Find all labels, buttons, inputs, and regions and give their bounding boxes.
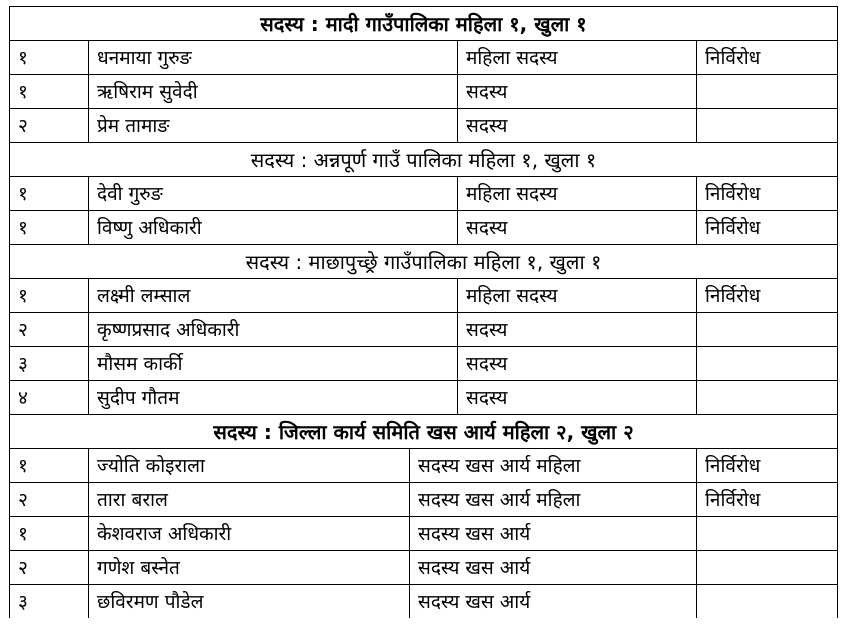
candidate-name: प्रेम तामाङ xyxy=(89,109,458,143)
table-row xyxy=(10,585,838,619)
election-results-table xyxy=(9,6,838,618)
post-name: सदस्य खस आर्य xyxy=(410,551,697,585)
serial-number: १ xyxy=(10,41,89,75)
status-cell: निर्विरोध xyxy=(697,279,838,313)
post-name: सदस्य खस आर्य xyxy=(410,517,697,551)
status-cell xyxy=(697,313,838,347)
serial-number: ३ xyxy=(10,585,89,619)
candidate-name: विष्णु अधिकारी xyxy=(89,211,458,245)
status-cell xyxy=(697,517,838,551)
post-name: महिला सदस्य xyxy=(458,177,697,211)
table-row xyxy=(10,347,838,381)
table-row xyxy=(10,109,838,143)
table-row xyxy=(10,41,838,75)
serial-number: १ xyxy=(10,517,89,551)
table-row xyxy=(10,381,838,415)
status-cell: निर्विरोध xyxy=(697,177,838,211)
candidate-name: छविरमण पौडेल xyxy=(89,585,410,619)
serial-number: २ xyxy=(10,313,89,347)
candidate-name: कृष्णप्रसाद अधिकारी xyxy=(89,313,458,347)
status-cell xyxy=(697,347,838,381)
candidate-name: केशवराज अधिकारी xyxy=(89,517,410,551)
table-row xyxy=(10,211,838,245)
status-cell xyxy=(697,585,838,619)
serial-number: १ xyxy=(10,177,89,211)
post-name: सदस्य खस आर्य महिला xyxy=(410,483,697,517)
status-cell xyxy=(697,75,838,109)
serial-number: ४ xyxy=(10,381,89,415)
post-name: महिला सदस्य xyxy=(458,279,697,313)
serial-number: २ xyxy=(10,483,89,517)
serial-number: १ xyxy=(10,211,89,245)
post-name: सदस्य खस आर्य महिला xyxy=(410,449,697,483)
post-name: सदस्य खस आर्य xyxy=(410,585,697,619)
candidate-name: गणेश बस्नेत xyxy=(89,551,410,585)
section-header xyxy=(10,245,838,279)
status-cell xyxy=(697,551,838,585)
serial-number: २ xyxy=(10,109,89,143)
section-header xyxy=(10,415,838,449)
section-title: सदस्य : मादी गाउँपालिका महिला १, खुला १ xyxy=(10,7,838,41)
section-title: सदस्य : माछापुच्छ्रे गाउँपालिका महिला १, खुला १ xyxy=(10,245,838,279)
table-row xyxy=(10,279,838,313)
status-cell: निर्विरोध xyxy=(697,449,838,483)
status-cell xyxy=(697,109,838,143)
results-body xyxy=(10,7,838,619)
table-row xyxy=(10,551,838,585)
candidate-name: धनमाया गुरुङ xyxy=(89,41,458,75)
status-cell: निर्विरोध xyxy=(697,483,838,517)
post-name: महिला सदस्य xyxy=(458,41,697,75)
serial-number: १ xyxy=(10,75,89,109)
section-header xyxy=(10,143,838,177)
candidate-name: मौसम कार्की xyxy=(89,347,458,381)
table-row xyxy=(10,483,838,517)
status-cell: निर्विरोध xyxy=(697,211,838,245)
section-title: सदस्य : जिल्ला कार्य समिति खस आर्य महिला २, खुला २ xyxy=(10,415,838,449)
candidate-name: लक्ष्मी लम्साल xyxy=(89,279,458,313)
table-row xyxy=(10,449,838,483)
table-row xyxy=(10,313,838,347)
post-name: सदस्य xyxy=(458,211,697,245)
table-row xyxy=(10,517,838,551)
serial-number: १ xyxy=(10,279,89,313)
post-name: सदस्य xyxy=(458,313,697,347)
section-title: सदस्य : अन्नपूर्ण गाउँ पालिका महिला १, खुला १ xyxy=(10,143,838,177)
serial-number: २ xyxy=(10,551,89,585)
candidate-name: देवी गुरुङ xyxy=(89,177,458,211)
candidate-name: ज्योति कोइराला xyxy=(89,449,410,483)
post-name: सदस्य xyxy=(458,109,697,143)
candidate-name: सुदीप गौतम xyxy=(89,381,458,415)
serial-number: १ xyxy=(10,449,89,483)
post-name: सदस्य xyxy=(458,75,697,109)
candidate-name: तारा बराल xyxy=(89,483,410,517)
section-header xyxy=(10,7,838,41)
table-row xyxy=(10,75,838,109)
status-cell xyxy=(697,381,838,415)
candidate-name: ऋषिराम सुवेदी xyxy=(89,75,458,109)
post-name: सदस्य xyxy=(458,347,697,381)
status-cell: निर्विरोध xyxy=(697,41,838,75)
table-row xyxy=(10,177,838,211)
serial-number: ३ xyxy=(10,347,89,381)
post-name: सदस्य xyxy=(458,381,697,415)
